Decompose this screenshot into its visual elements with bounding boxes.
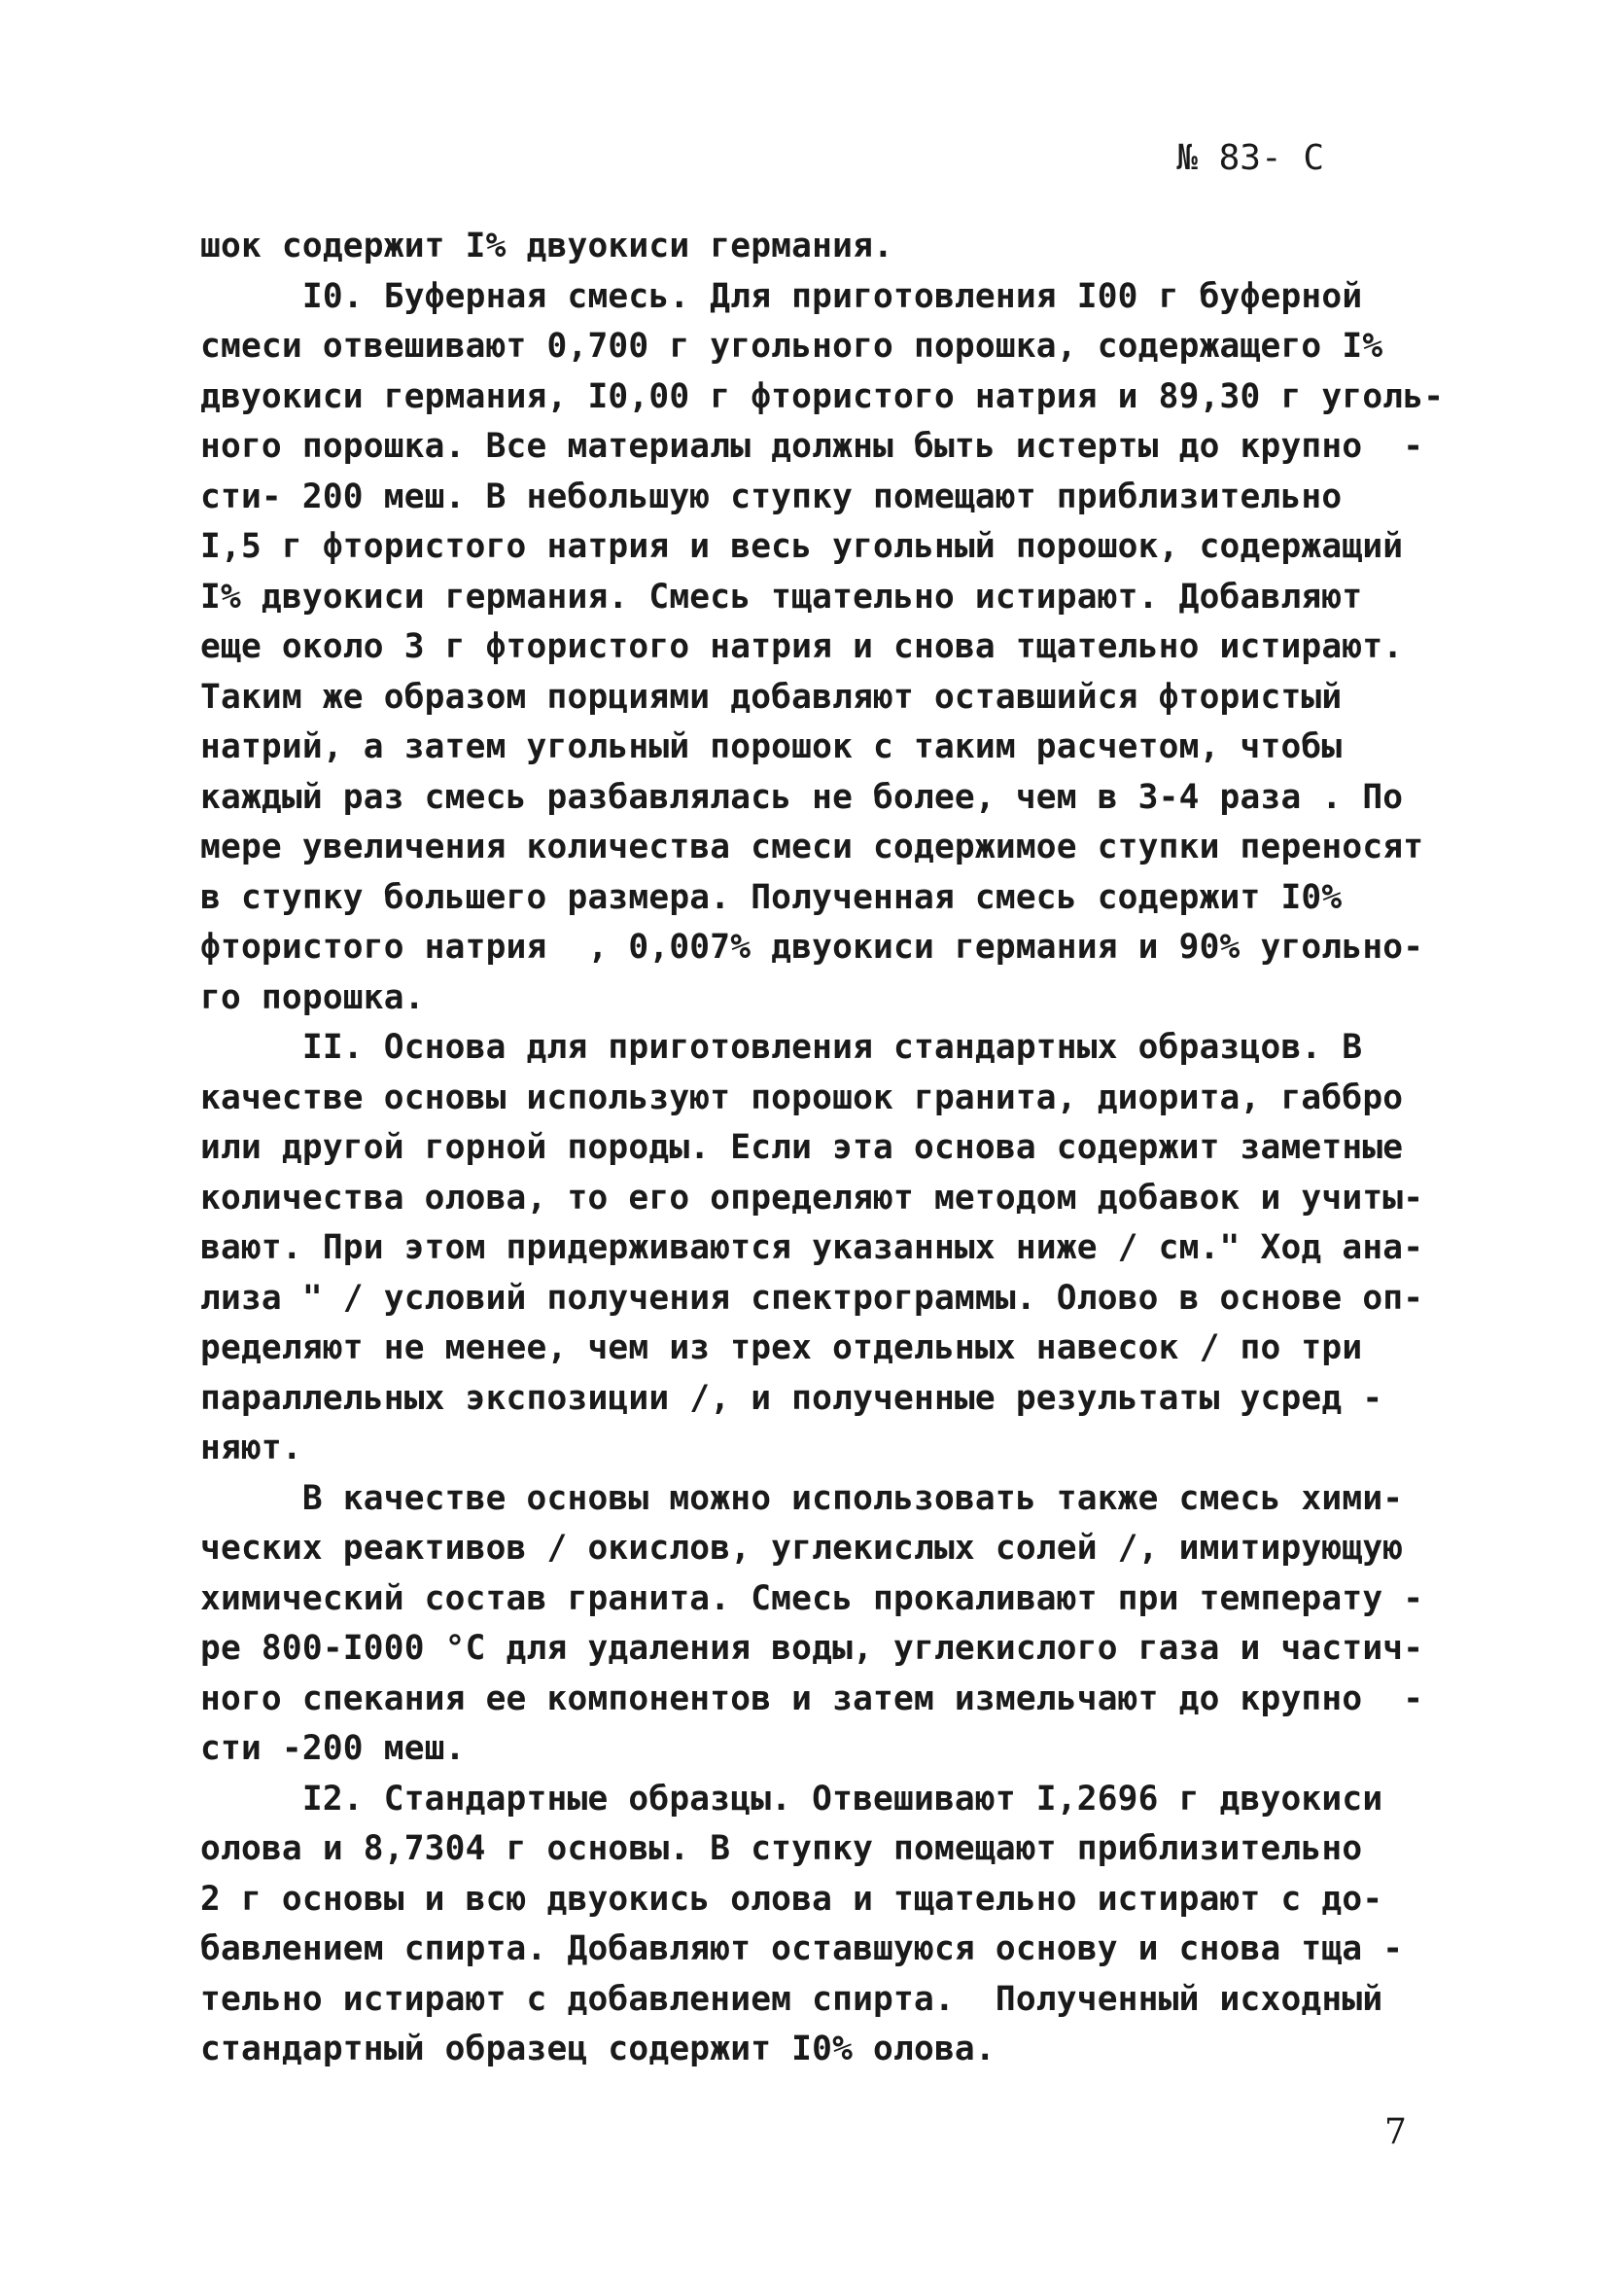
text-line: каждый раз смесь разбавлялась не более, чем в 3-4 раза . По: [200, 777, 1404, 817]
text-line: I0. Буферная смесь. Для приготовления I00 г буферной: [200, 276, 1363, 316]
text-line: олова и 8,7304 г основы. В ступку помещают приблизительно: [200, 1829, 1363, 1868]
text-line: фтористого натрия , 0,007% двуокиси германия и 90% угольно-: [200, 928, 1424, 967]
text-line: II. Основа для приготовления стандартных образцов. В: [200, 1028, 1363, 1067]
text-line: ческих реактивов / окислов, углекислых солей /, имитирующую: [200, 1529, 1404, 1568]
page-number: 7: [1384, 2112, 1407, 2152]
text-line: вают. При этом придерживаются указанных ниже / см." Ход ана-: [200, 1228, 1424, 1267]
text-line: I2. Стандартные образцы. Отвешивают I,2696 г двуокиси: [200, 1779, 1383, 1819]
text-line: двуокиси германия, I0,00 г фтористого натрия и 89,30 г уголь-: [200, 376, 1445, 416]
text-line: еще около 3 г фтористого натрия и снова тщательно истирают.: [200, 627, 1404, 666]
text-line: в ступку большего размера. Полученная смесь содержит I0%: [200, 877, 1343, 917]
text-line: натрий, а затем угольный порошок с таким расчетом, чтобы: [200, 727, 1343, 766]
body-text: [200, 222, 1445, 2075]
text-line: ного спекания ее компонентов и затем измельчают до крупно -: [200, 1678, 1424, 1718]
text-line: лиза " / условий получения спектрограммы. Олово в основе оп-: [200, 1278, 1424, 1318]
text-line: ределяют не менее, чем из трех отдельных навесок / по три: [200, 1328, 1363, 1367]
document-number-header: № 83- С: [1176, 138, 1324, 178]
text-line: или другой горной породы. Если эта основа содержит заметные: [200, 1128, 1404, 1167]
text-line: сти -200 меш.: [200, 1729, 466, 1768]
text-line: химический состав гранита. Смесь прокаливают при температу -: [200, 1578, 1424, 1618]
text-line: качестве основы используют порошок гранита, диорита, габбро: [200, 1077, 1404, 1117]
text-line: шок содержит I% двуокиси германия.: [200, 227, 894, 265]
text-line: няют.: [200, 1429, 302, 1467]
text-line: бавлением спирта. Добавляют оставшуюся основу и снова тща -: [200, 1929, 1404, 1968]
text-line: ного порошка. Все материалы должны быть истерты до крупно -: [200, 427, 1424, 466]
text-line: I% двуокиси германия. Смесь тщательно истирают. Добавляют: [200, 577, 1363, 617]
text-line: мере увеличения количества смеси содержимое ступки переносят: [200, 828, 1424, 866]
text-line: В качестве основы можно использовать также смесь хими-: [200, 1478, 1404, 1518]
text-line: сти- 200 меш. В небольшую ступку помещают приблизительно: [200, 477, 1343, 516]
text-line: количества олова, то его определяют методом добавок и учиты-: [200, 1178, 1424, 1218]
text-line: стандартный образец содержит I0% олова.: [200, 2030, 996, 2068]
text-line: параллельных экспозиции /, и полученные результаты усред -: [200, 1378, 1383, 1418]
text-line: го порошка.: [200, 977, 425, 1017]
text-line: смеси отвешивают 0,700 г угольного порошка, содержащего I%: [200, 327, 1383, 366]
text-line: Таким же образом порциями добавляют оставшийся фтористый: [200, 677, 1343, 717]
text-line: I,5 г фтористого натрия и весь угольный порошок, содержащий: [200, 527, 1404, 566]
text-line: тельно истирают с добавлением спирта. Полученный исходный: [200, 1979, 1383, 2019]
text-line: 2 г основы и всю двуокись олова и тщательно истирают с до-: [200, 1879, 1383, 1919]
text-line: ре 800-I000 °C для удаления воды, углекислого газа и частич-: [200, 1629, 1424, 1668]
